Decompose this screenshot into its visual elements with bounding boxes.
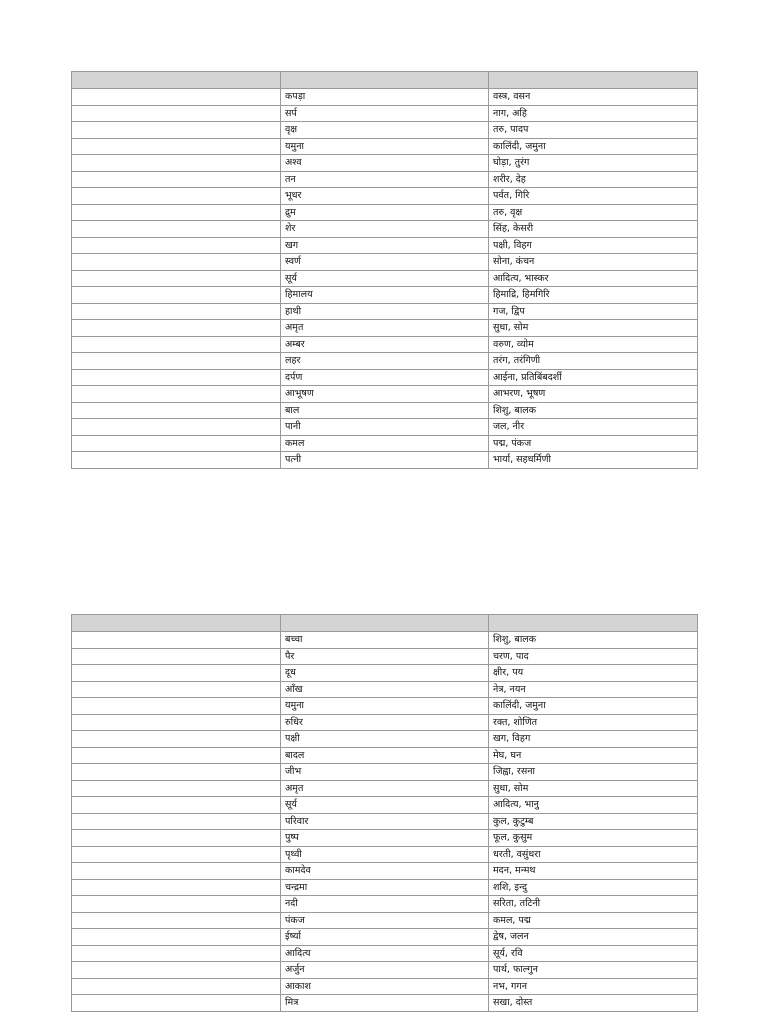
synonyms-cell: भार्या, सहधर्मिणी [489,452,698,469]
word-cell: कामदेव [281,863,489,880]
word-cell: दूध [281,665,489,682]
row-number-cell [72,320,281,337]
synonyms-cell: रक्त, शोणित [489,714,698,731]
table-row [72,386,698,403]
table-row [72,797,698,814]
table-row [72,452,698,469]
header-cell [72,72,281,89]
synonyms-table-1 [71,71,698,469]
row-number-cell [72,648,281,665]
row-number-cell [72,270,281,287]
word-cell: भूधर [281,188,489,205]
synonyms-cell: नेत्र, नयन [489,681,698,698]
table-row [72,681,698,698]
word-cell: खग [281,237,489,254]
table-row [72,402,698,419]
synonyms-cell: मेघ, घन [489,747,698,764]
row-number-cell [72,287,281,304]
word-cell: कपड़ा [281,89,489,106]
table-row [72,714,698,731]
table-body [72,89,698,469]
row-number-cell [72,188,281,205]
header-cell [72,615,281,632]
word-cell: ईर्ष्या [281,929,489,946]
table-row [72,336,698,353]
synonyms-cell: द्वेष, जलन [489,929,698,946]
row-number-cell [72,89,281,106]
row-number-cell [72,978,281,995]
word-cell: आकाश [281,978,489,995]
table-row [72,105,698,122]
row-number-cell [72,353,281,370]
row-number-cell [72,912,281,929]
row-number-cell [72,171,281,188]
table-row [72,303,698,320]
synonyms-cell: शिशु, बालक [489,632,698,649]
table-header-row [72,615,698,632]
table-row [72,419,698,436]
row-number-cell [72,813,281,830]
table-row [72,698,698,715]
row-number-cell [72,221,281,238]
row-number-cell [72,336,281,353]
synonyms-cell: सिंह, केसरी [489,221,698,238]
word-cell: जीभ [281,764,489,781]
synonyms-cell: वस्त्र, वसन [489,89,698,106]
word-cell: अश्व [281,155,489,172]
row-number-cell [72,846,281,863]
row-number-cell [72,369,281,386]
word-cell: बादल [281,747,489,764]
table-row [72,896,698,913]
table-row [72,813,698,830]
word-cell: अम्बर [281,336,489,353]
word-cell: पक्षी [281,731,489,748]
word-cell: स्वर्ण [281,254,489,271]
table-row [72,929,698,946]
row-number-cell [72,665,281,682]
table-header-row [72,72,698,89]
table-row [72,204,698,221]
synonyms-cell: आदित्य, भास्कर [489,270,698,287]
row-number-cell [72,879,281,896]
synonyms-table-2 [71,614,698,1012]
word-cell: हिमालय [281,287,489,304]
header-cell [281,615,489,632]
row-number-cell [72,105,281,122]
table-row [72,912,698,929]
synonyms-cell: तरु, वृक्ष [489,204,698,221]
table-row [72,978,698,995]
synonyms-cell: कालिंदी, जमुना [489,138,698,155]
header-cell [489,615,698,632]
row-number-cell [72,237,281,254]
synonyms-cell: खग, विहग [489,731,698,748]
row-number-cell [72,155,281,172]
table-row [72,962,698,979]
table-row [72,731,698,748]
table-row [72,945,698,962]
table-row [72,435,698,452]
word-cell: अमृत [281,780,489,797]
word-cell: सूर्य [281,797,489,814]
row-number-cell [72,896,281,913]
table-row [72,270,698,287]
table-row [72,747,698,764]
row-number-cell [72,945,281,962]
synonyms-cell: नभ, गगन [489,978,698,995]
word-cell: रुधिर [281,714,489,731]
row-number-cell [72,764,281,781]
word-cell: द्रुम [281,204,489,221]
synonyms-cell: घोड़ा, तुरंग [489,155,698,172]
table-row [72,369,698,386]
synonyms-cell: शरीर, देह [489,171,698,188]
row-number-cell [72,714,281,731]
synonyms-cell: कालिंदी, जमुना [489,698,698,715]
synonyms-cell: क्षीर, पय [489,665,698,682]
word-cell: वृक्ष [281,122,489,139]
synonyms-cell: नाग, अहि [489,105,698,122]
word-cell: दर्पण [281,369,489,386]
synonyms-cell: पर्वत, गिरि [489,188,698,205]
row-number-cell [72,632,281,649]
word-cell: सूर्य [281,270,489,287]
table-row [72,221,698,238]
row-number-cell [72,797,281,814]
row-number-cell [72,122,281,139]
header-cell [489,72,698,89]
table-row [72,846,698,863]
table-row [72,287,698,304]
table-row [72,237,698,254]
word-cell: शेर [281,221,489,238]
table-row [72,89,698,106]
synonyms-cell: मदन, मन्मथ [489,863,698,880]
word-cell: पृथ्वी [281,846,489,863]
table-row [72,995,698,1012]
synonyms-cell: सखा, दोस्त [489,995,698,1012]
synonyms-cell: वरुण, व्योम [489,336,698,353]
word-cell: आँख [281,681,489,698]
word-cell: लहर [281,353,489,370]
row-number-cell [72,780,281,797]
synonyms-cell: तरु, पादप [489,122,698,139]
word-cell: चन्द्रमा [281,879,489,896]
table-row [72,780,698,797]
table-row [72,665,698,682]
word-cell: नदी [281,896,489,913]
table-row [72,320,698,337]
word-cell: मित्र [281,995,489,1012]
table-body [72,632,698,1012]
word-cell: तन [281,171,489,188]
row-number-cell [72,452,281,469]
synonyms-cell: आभरण, भूषण [489,386,698,403]
table-row [72,171,698,188]
synonyms-cell: आदित्य, भानु [489,797,698,814]
synonyms-cell: सरिता, तटिनी [489,896,698,913]
header-cell [281,72,489,89]
word-cell: सर्प [281,105,489,122]
word-cell: पानी [281,419,489,436]
word-cell: हाथी [281,303,489,320]
synonyms-cell: सुधा, सोम [489,320,698,337]
synonyms-cell: फूल, कुसुम [489,830,698,847]
synonyms-cell: सूर्य, रवि [489,945,698,962]
table-row [72,863,698,880]
table-row [72,155,698,172]
row-number-cell [72,204,281,221]
synonyms-cell: धरती, वसुंधरा [489,846,698,863]
synonyms-cell: गज, द्विप [489,303,698,320]
table-row [72,648,698,665]
synonyms-cell: आईना, प्रतिबिंबदर्शी [489,369,698,386]
synonyms-cell: पार्थ, फाल्गुन [489,962,698,979]
synonyms-cell: हिमाद्रि, हिमगिरि [489,287,698,304]
synonyms-cell: कुल, कुटुम्ब [489,813,698,830]
word-cell: परिवार [281,813,489,830]
word-cell: बच्चा [281,632,489,649]
row-number-cell [72,435,281,452]
table-row [72,353,698,370]
synonyms-cell: सुधा, सोम [489,780,698,797]
word-cell: यमुना [281,138,489,155]
row-number-cell [72,731,281,748]
synonyms-cell: चरण, पाद [489,648,698,665]
synonyms-cell: कमल, पद्म [489,912,698,929]
row-number-cell [72,747,281,764]
row-number-cell [72,698,281,715]
row-number-cell [72,138,281,155]
row-number-cell [72,419,281,436]
row-number-cell [72,929,281,946]
row-number-cell [72,962,281,979]
word-cell: आभूषण [281,386,489,403]
word-cell: पंकज [281,912,489,929]
synonyms-cell: पक्षी, विहग [489,237,698,254]
table-row [72,188,698,205]
synonyms-cell: शशि, इन्दु [489,879,698,896]
row-number-cell [72,830,281,847]
table-row [72,830,698,847]
synonyms-cell: शिशु, बालक [489,402,698,419]
row-number-cell [72,995,281,1012]
word-cell: कमल [281,435,489,452]
word-cell: बाल [281,402,489,419]
row-number-cell [72,254,281,271]
table-row [72,879,698,896]
word-cell: अर्जुन [281,962,489,979]
synonyms-cell: जल, नीर [489,419,698,436]
row-number-cell [72,863,281,880]
word-cell: अमृत [281,320,489,337]
word-cell: पैर [281,648,489,665]
synonyms-cell: जिह्वा, रसना [489,764,698,781]
row-number-cell [72,386,281,403]
table-row [72,122,698,139]
table-row [72,138,698,155]
table-row [72,632,698,649]
word-cell: यमुना [281,698,489,715]
row-number-cell [72,681,281,698]
synonyms-cell: तरंग, तरंगिणी [489,353,698,370]
synonyms-cell: सोना, कंचन [489,254,698,271]
table-row [72,254,698,271]
row-number-cell [72,303,281,320]
synonyms-cell: पद्म, पंकज [489,435,698,452]
word-cell: पत्नी [281,452,489,469]
row-number-cell [72,402,281,419]
word-cell: पुष्प [281,830,489,847]
table-row [72,764,698,781]
word-cell: आदित्य [281,945,489,962]
